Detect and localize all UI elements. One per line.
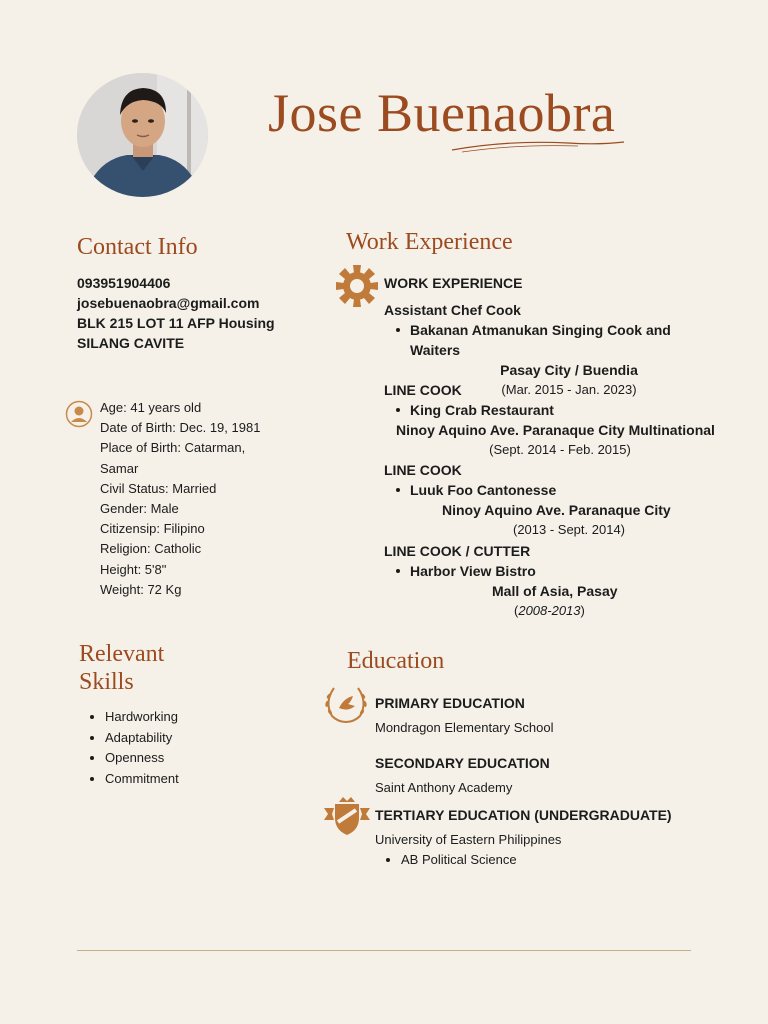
personal-line: Citizensip: Filipino (100, 521, 205, 537)
work-section-title: WORK EXPERIENCE (384, 275, 523, 291)
education-tertiary (375, 805, 755, 871)
job-location: Ninoy Aquino Ave. Paranaque City Multinational (396, 422, 715, 438)
job-dates (384, 601, 724, 621)
work-experience-section (384, 273, 724, 293)
crest-shield-icon (322, 794, 372, 838)
laurel-bird-icon (322, 682, 370, 726)
job-role: LINE COOK (384, 382, 462, 398)
skills-heading (79, 640, 164, 696)
profile-photo (77, 73, 208, 197)
job-location: Ninoy Aquino Ave. Paranaque City (442, 502, 671, 518)
address-line-1: BLK 215 LOT 11 AFP Housing (77, 315, 275, 331)
job-dates: (2013 - Sept. 2014) (512, 522, 626, 537)
job-role: LINE COOK (384, 462, 462, 478)
job-role: Assistant Chef Cook (384, 302, 521, 318)
job-dates-open: ( (514, 603, 519, 618)
candidate-name: Jose Buenaobra (268, 83, 616, 143)
skill-item: • Adaptability (105, 728, 305, 749)
primary-education-title: PRIMARY EDUCATION (375, 695, 525, 711)
footer-divider (77, 950, 691, 951)
address-line-2: SILANG CAVITE (77, 335, 185, 351)
job-employer: Bakanan Atmanukan Singing Cook and Waiters (384, 320, 724, 360)
primary-school: Mondragon Elementary School (375, 720, 554, 735)
contact-heading: Contact Info (77, 234, 198, 260)
personal-line: Civil Status: Married (100, 480, 217, 496)
tertiary-course: • AB Political Science (401, 850, 755, 871)
education-primary (375, 693, 735, 738)
work-heading: Work Experience (346, 229, 513, 255)
personal-details (100, 398, 280, 600)
secondary-education-title: SECONDARY EDUCATION (375, 755, 550, 771)
person-icon (65, 400, 93, 428)
skills-list (79, 707, 305, 789)
job-role: LINE COOK / CUTTER (384, 543, 531, 559)
job-entry (384, 460, 724, 540)
skill-item: • Commitment (105, 769, 305, 790)
job-entry (384, 541, 724, 621)
personal-line: Age: 41 years old (100, 400, 202, 415)
personal-line: Weight: 72 Kg (100, 581, 182, 597)
skills-heading-line-2: Skills (79, 669, 134, 695)
name-swash-decoration (448, 138, 628, 158)
job-entry (384, 380, 724, 460)
contact-details (77, 273, 297, 353)
personal-line: Date of Birth: Dec. 19, 1981 (100, 420, 261, 436)
education-heading: Education (347, 648, 445, 674)
skill-item: • Openness (105, 748, 305, 769)
job-dates-italic: 2008-2013 (518, 603, 581, 618)
education-secondary (375, 753, 735, 798)
tertiary-education-title: TERTIARY EDUCATION (UNDERGRADUATE) (375, 807, 672, 823)
tertiary-course-list (375, 850, 755, 871)
job-dates-close: ) (580, 603, 585, 618)
job-dates: (Sept. 2014 - Feb. 2015) (489, 442, 631, 457)
job-employer: King Crab Restaurant (384, 400, 724, 420)
personal-line: Religion: Catholic (100, 541, 202, 557)
job-dates: (Mar. 2015 - Jan. 2023) (501, 382, 637, 397)
skills-heading-line-1: Relevant (79, 641, 165, 667)
job-location: Pasay City / Buendia (500, 362, 638, 378)
secondary-school: Saint Anthony Academy (375, 780, 513, 795)
tertiary-school: University of Eastern Philippines (375, 832, 562, 847)
job-location: Mall of Asia, Pasay (492, 583, 618, 599)
email-address: josebuenaobra@gmail.com (77, 295, 260, 311)
job-employer: Luuk Foo Cantonesse (384, 480, 724, 500)
personal-line: Height: 5'8" (100, 561, 167, 577)
personal-line: Gender: Male (100, 501, 179, 517)
personal-line: Place of Birth: Catarman, (100, 440, 246, 456)
personal-line: Samar (100, 460, 139, 476)
gear-icon (333, 263, 381, 309)
job-employer: Harbor View Bistro (384, 561, 724, 581)
phone-number: 093951904406 (77, 275, 171, 291)
skill-item: • Hardworking (105, 707, 305, 728)
